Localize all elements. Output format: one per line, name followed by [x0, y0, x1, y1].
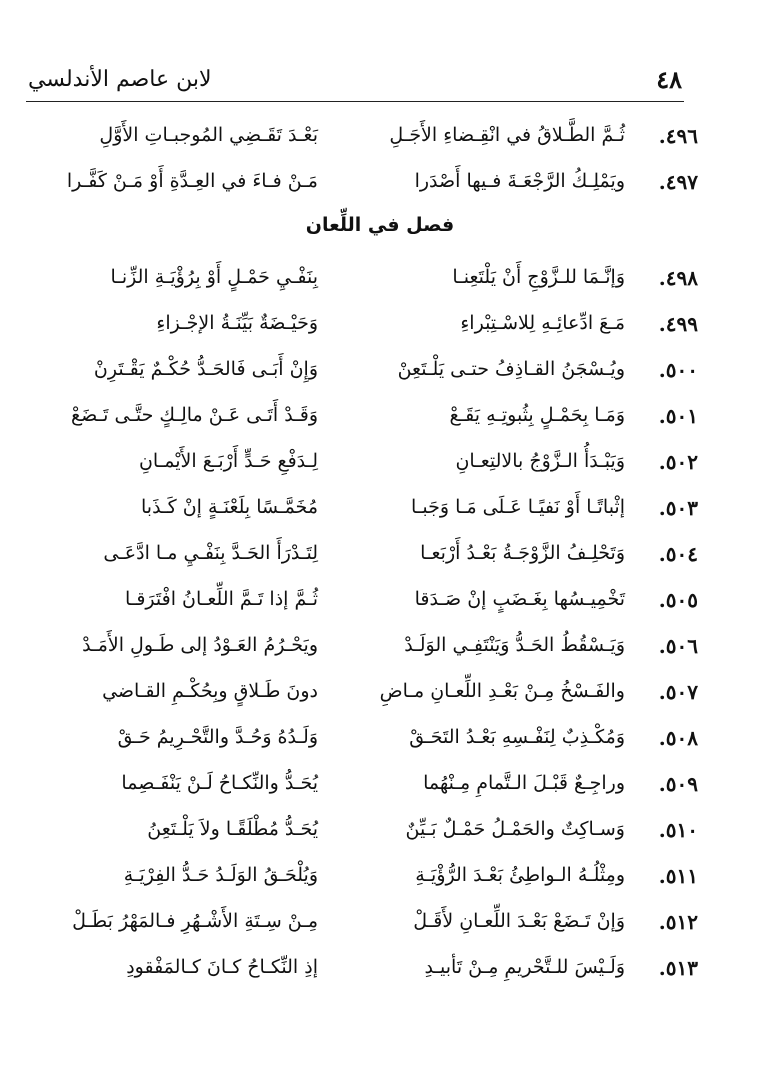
verse-first-hemistich: وَيَـسْقُطُ الحَـدُّ وَيَنْتَفِـي الوَلَـدْ: [404, 634, 625, 656]
verse-second-hemistich: إذِ النِّكـاحُ كـانَ كـالمَفْقودِ: [126, 956, 318, 978]
verse-line: [0, 580, 760, 620]
verse-first-hemistich: ثُـمَّ الطَّـلاقُ في انْقِـضاءِ الأَجَـلِ: [389, 124, 625, 146]
verse-second-hemistich: وَإِنْ أَبَـى فَالحَـدُّ حُكْـمٌ يَقْـتَرِنْ: [93, 358, 318, 380]
verse-first-hemistich: وراجِـعٌ قَبْـلَ الـتَّمامِ مِـنْهُما: [423, 772, 625, 794]
verse-number: ٥١٠.: [658, 818, 698, 842]
verse-first-hemistich: مَـعَ ادِّعائِـهِ لِلاسْـتِبْراءِ: [460, 312, 625, 334]
section-heading: فصل في اللِّعان: [305, 214, 455, 236]
verse-line: [0, 810, 760, 850]
verse-line: [0, 116, 760, 156]
verse-line: [0, 534, 760, 574]
verse-number: ٥١٣.: [658, 956, 698, 980]
verse-number: ٥٠٥.: [658, 588, 698, 612]
verse-second-hemistich: دونَ طَـلاقٍ وبِحُكْـمِ القـاضي: [102, 680, 318, 702]
header-rule: [26, 101, 684, 102]
verse-first-hemistich: وَمَـا بِحَمْـلٍ بِثُبوتِـهِ يَقَـعْ: [449, 404, 625, 426]
verse-second-hemistich: لِـدَفْعِ حَـدٍّ أَرْبَـعَ الأَيْمـانِ: [138, 450, 318, 472]
verse-line: [0, 856, 760, 896]
verse-second-hemistich: بَعْـدَ تَقَـضِي المُوجبـاتِ الأَوَّلِ: [99, 124, 318, 146]
verse-line: [0, 258, 760, 298]
verse-line: [0, 304, 760, 344]
verse-second-hemistich: ويَحْـرُمُ العَـوْدُ إلى طَـولِ الأَمَـدْ: [82, 634, 318, 656]
verse-first-hemistich: ومِثْلُـهُ الـواطِئُ بَعْـدَ الرُّؤْيَـةِ: [415, 864, 625, 886]
verse-first-hemistich: ويَمْلِـكُ الرَّجْعَـةَ فـيها أَصْدَرا: [414, 170, 625, 192]
verse-first-hemistich: إثْباتًـا أَوْ نَفيًـا عَـلَى مَـا وَجَبـا: [411, 496, 625, 518]
verse-second-hemistich: وَقَـدْ أَتَـى عَـنْ مالِـكٍ حتَّـى تَـضَعْ: [71, 404, 318, 426]
verse-line: [0, 672, 760, 712]
verse-line: [0, 488, 760, 528]
verse-first-hemistich: وَمُكْـذِبٌ لِنَفْـسِهِ بَعْـدُ التَحَـقْ: [409, 726, 625, 748]
verse-second-hemistich: وَحَيْـضَةٌ بَيِّنَـةُ الإجْـزاءِ: [156, 312, 318, 334]
verse-number: ٥٠٨.: [658, 726, 698, 750]
verse-number: ٥٠٦.: [658, 634, 698, 658]
verse-number: ٥٠١.: [658, 404, 698, 428]
verse-number: ٥١١.: [658, 864, 698, 888]
verse-second-hemistich: ثُـمَّ إذا تَـمَّ اللِّعـانُ افْتَرَقـا: [124, 588, 318, 610]
verse-first-hemistich: ويُـسْجَنُ القـاذِفُ حتـى يَلْـتَعِنْ: [397, 358, 625, 380]
verse-number: ٥٠٤.: [658, 542, 698, 566]
verse-line: [0, 718, 760, 758]
verse-first-hemistich: وَلَـيْسَ للـتَّحْريمِ مِـنْ تَأبيـدِ: [424, 956, 625, 978]
verse-number: ٤٩٩.: [658, 312, 698, 336]
verse-number: ٥٠٠.: [658, 358, 698, 382]
verse-line: [0, 764, 760, 804]
verse-second-hemistich: لِتَـدْرَأَ الحَـدَّ بِنَفْـيِ مـا ادَّعَـى: [103, 542, 318, 564]
verse-number: ٥٠٩.: [658, 772, 698, 796]
verse-first-hemistich: وَيَبْـدَأُ الـزَّوْجُ بالالتِعـانِ: [455, 450, 625, 472]
verse-second-hemistich: يُحَـدُّ مُطْلَقًـا ولاَ يَلْـتَعِنُ: [147, 818, 318, 840]
verse-line: [0, 442, 760, 482]
verse-second-hemistich: وَلَـدُهُ وَحُـدَّ والتَّحْـرِيمُ حَـقْ: [117, 726, 318, 748]
verse-second-hemistich: مُخَمَّـسًا بِلَعْنَـةٍ إنْ كَـذَبا: [141, 496, 318, 518]
verse-second-hemistich: مِـنْ سِـتَةِ الأَشْـهُرِ فـالمَهْرُ بَطَـلْ: [72, 910, 318, 932]
verse-second-hemistich: مَـنْ فـاءَ في العِـدَّةِ أَوْ مَـنْ كَفَّـرا: [66, 170, 318, 192]
verse-line: [0, 626, 760, 666]
verse-line: [0, 902, 760, 942]
verse-number: ٥١٢.: [658, 910, 698, 934]
verse-first-hemistich: تَخْمِيـسُها بِغَـضَبٍ إنْ صَـدَقا: [414, 588, 625, 610]
verse-number: ٤٩٧.: [658, 170, 698, 194]
verse-first-hemistich: وَسـاكِتٌ والحَمْـلُ حَمْـلٌ بَـيِّنٌ: [405, 818, 625, 840]
verse-line: [0, 162, 760, 202]
page-number: ٤٨: [656, 64, 682, 94]
running-header-author: لابن عاصم الأندلسي: [28, 66, 212, 92]
verse-line: [0, 396, 760, 436]
verse-second-hemistich: وَيُلْحَـقُ الوَلَـدُ حَـدُّ الفِرْيَـةِ: [123, 864, 318, 886]
page-header: [28, 62, 682, 96]
verse-first-hemistich: وَإنَّـمَا للـزَّوْجِ أَنْ يَلْتَعِنـا: [452, 266, 625, 288]
verse-line: [0, 350, 760, 390]
verse-first-hemistich: وَتَحْلِـفُ الزَّوْجَـةُ بَعْـدُ أَرْبَعـا: [420, 542, 625, 564]
verse-second-hemistich: يُحَـدُّ والنِّكـاحُ لَـنْ يَنْفَـصِما: [121, 772, 318, 794]
verse-first-hemistich: وَإنْ تَـضَعْ بَعْـدَ اللِّعـانِ لأَقَـلْ: [413, 910, 625, 932]
verse-number: ٥٠٣.: [658, 496, 698, 520]
verse-number: ٥٠٢.: [658, 450, 698, 474]
verse-line: [0, 948, 760, 988]
verse-first-hemistich: والفَـسْخُ مِـنْ بَعْـدِ اللِّعـانِ مـاضِ: [379, 680, 625, 702]
verse-number: ٤٩٨.: [658, 266, 698, 290]
verse-second-hemistich: بِنَفْـيِ حَمْـلٍ أَوْ بِرُؤْيَـةِ الزِّنـا: [110, 266, 318, 288]
verse-number: ٤٩٦.: [658, 124, 698, 148]
verse-number: ٥٠٧.: [658, 680, 698, 704]
